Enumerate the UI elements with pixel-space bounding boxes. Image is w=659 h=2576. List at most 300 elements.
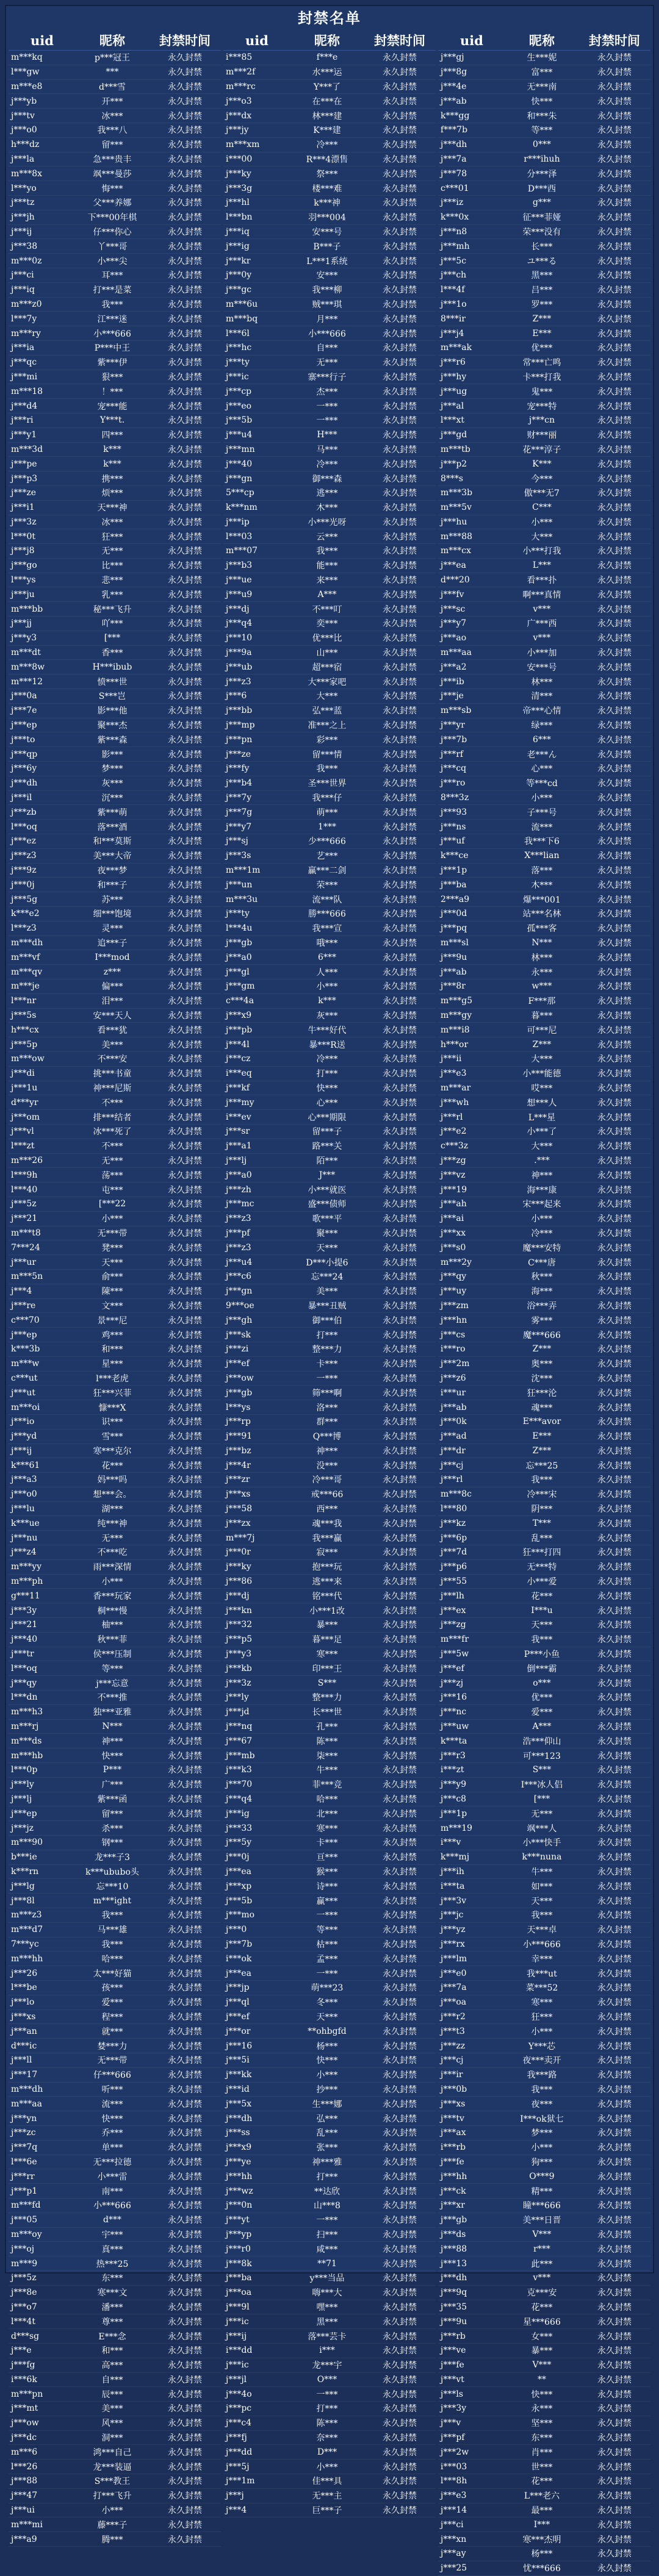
header-nickname: 昵称 <box>314 33 340 48</box>
row-nickname: 小***1改 <box>309 1606 345 1616</box>
table-row <box>438 1357 650 1372</box>
row-uid: j***xx <box>441 1228 466 1238</box>
row-uid: j***ai <box>441 1214 464 1224</box>
row-ban-time: 永久封禁 <box>383 1533 417 1544</box>
row-nickname: Y***芯 <box>528 2041 556 2052</box>
row-nickname: 牛*** <box>316 1766 338 1776</box>
row-uid: j***p5 <box>226 1634 253 1645</box>
row-ban-time: 永久封禁 <box>168 474 202 484</box>
row-uid: j***ab <box>441 967 467 977</box>
row-nickname: 天*** <box>316 1243 338 1253</box>
row-uid: j***uy <box>441 1286 467 1297</box>
row-nickname: 羽***004 <box>308 213 346 223</box>
table-row <box>223 1400 436 1415</box>
table-row <box>9 109 221 123</box>
row-nickname: 柚*** <box>101 1620 123 1631</box>
row-ban-time: 永久封禁 <box>383 807 417 818</box>
row-nickname: 群*** <box>316 1417 338 1428</box>
row-nickname: 比*** <box>101 561 123 571</box>
table-row <box>223 399 436 413</box>
row-uid: j***ah <box>441 1199 467 1209</box>
table-row <box>438 674 650 689</box>
row-nickname: I***u <box>531 1605 553 1615</box>
row-uid: m***aa <box>441 648 472 658</box>
row-ban-time: 永久封禁 <box>597 1693 632 1703</box>
row-nickname: 星***666 <box>523 2317 561 2327</box>
row-uid: j***6p <box>441 1533 467 1543</box>
row-nickname: 等*** <box>316 1925 338 1936</box>
row-nickname: 寂*** <box>316 1548 338 1558</box>
row-uid: j***kb <box>226 1663 252 1673</box>
row-nickname: 扫*** <box>316 2230 338 2240</box>
row-uid: j***mp <box>226 720 255 731</box>
row-nickname: 美*** <box>101 2404 123 2414</box>
row-uid: l***6e <box>11 2156 37 2167</box>
row-ban-time: 永久封禁 <box>383 431 417 441</box>
row-uid: j***17 <box>11 2070 38 2080</box>
row-uid: j***jh <box>11 212 35 223</box>
table-row <box>223 1487 436 1502</box>
table-row <box>223 2489 436 2503</box>
table-row <box>9 1037 221 1052</box>
row-uid: m***vf <box>11 952 40 962</box>
row-ban-time: 永久封禁 <box>597 1939 632 1950</box>
row-uid: j***rp <box>226 1417 251 1427</box>
table-row <box>438 413 650 428</box>
table-row <box>438 1473 650 1487</box>
table-row <box>438 965 650 979</box>
header-ban-time: 封禁时间 <box>374 33 425 48</box>
row-ban-time: 永久封禁 <box>597 619 632 629</box>
row-uid: j***lh <box>441 1590 464 1601</box>
row-uid: j***zh <box>226 1184 251 1195</box>
row-ban-time: 永久封禁 <box>597 1751 632 1761</box>
row-nickname: 小***雷 <box>97 2172 128 2182</box>
table-row <box>438 573 650 588</box>
row-ban-time: 永久封禁 <box>597 169 632 179</box>
row-ban-time: 永久封禁 <box>168 2056 202 2066</box>
row-uid: j***21 <box>11 1214 38 1224</box>
table-row <box>9 1240 221 1255</box>
row-nickname: k***nuna <box>522 1852 562 1862</box>
row-uid: j***jy <box>226 125 249 135</box>
row-nickname: 打*** <box>316 2404 338 2414</box>
row-ban-time: 永久封禁 <box>383 1025 417 1036</box>
row-uid: j***5y <box>226 1837 252 1848</box>
row-uid: l***ys <box>11 575 36 585</box>
table-row <box>438 1429 650 1444</box>
row-ban-time: 永久封禁 <box>597 2389 632 2400</box>
row-nickname: 小***666 <box>523 1939 561 1950</box>
row-uid: j***iz <box>441 198 464 208</box>
row-ban-time: 永久封禁 <box>597 1838 632 1848</box>
row-ban-time: 永久封禁 <box>597 2447 632 2458</box>
row-nickname: 狂***兴菲 <box>93 1388 132 1398</box>
row-uid: j***il <box>11 793 32 803</box>
table-row <box>9 2184 221 2199</box>
row-ban-time: 永久封禁 <box>383 445 417 455</box>
table-row <box>438 704 650 718</box>
row-ban-time: 永久封禁 <box>383 1939 417 1950</box>
row-ban-time: 永久封禁 <box>168 2099 202 2109</box>
table-row <box>9 1052 221 1067</box>
row-ban-time: 永久封禁 <box>383 576 417 586</box>
row-ban-time: 永久封禁 <box>168 924 202 934</box>
row-uid: j***a3 <box>11 1475 37 1485</box>
table-row <box>438 878 650 892</box>
row-ban-time: 永久封禁 <box>383 1083 417 1093</box>
row-nickname: I*** <box>533 2519 550 2530</box>
row-nickname: 安***号 <box>312 227 342 237</box>
table-row <box>438 2561 650 2576</box>
table-row <box>9 689 221 704</box>
row-uid: j***pc <box>226 2403 252 2414</box>
row-nickname: 我***仔 <box>312 793 342 804</box>
row-uid: j***ij <box>11 226 32 237</box>
table-row <box>223 1255 436 1270</box>
row-uid: j***yd <box>11 1431 37 1442</box>
row-ban-time: 永久封禁 <box>383 2288 417 2299</box>
header-nickname: 昵称 <box>99 33 125 48</box>
row-nickname: 杨*** <box>531 2549 553 2560</box>
row-ban-time: 永久封禁 <box>168 1446 202 1456</box>
row-ban-time: 永久封禁 <box>383 2244 417 2255</box>
table-row <box>223 1458 436 1473</box>
row-uid: h***dz <box>11 140 40 150</box>
table-row <box>223 298 436 312</box>
row-uid: j***3v <box>441 1895 467 1906</box>
row-uid: m***7j <box>226 1533 255 1543</box>
table-row <box>9 225 221 240</box>
row-nickname: 我*** <box>316 546 338 557</box>
row-nickname: 无*** <box>101 1156 123 1166</box>
row-ban-time: 永久封禁 <box>383 1998 417 2008</box>
table-row <box>9 994 221 1009</box>
table-row <box>223 2474 436 2489</box>
row-nickname: [*** <box>104 633 121 643</box>
row-nickname: 小*** <box>316 2462 338 2472</box>
row-nickname: 小*** <box>101 1214 123 1225</box>
row-ban-time: 永久封禁 <box>168 1345 202 1355</box>
row-ban-time: 永久封禁 <box>383 1388 417 1398</box>
row-nickname: k*** <box>318 996 336 1006</box>
row-nickname: 楼***难 <box>312 184 342 194</box>
row-ban-time: 永久封禁 <box>168 459 202 470</box>
row-nickname: O***9 <box>529 2171 555 2181</box>
table-row <box>223 1429 436 1444</box>
row-uid: j***ic <box>226 2316 249 2327</box>
table-row <box>438 1778 650 1792</box>
row-nickname: 克***安 <box>527 2288 557 2299</box>
row-ban-time: 永久封禁 <box>168 227 202 237</box>
row-ban-time: 永久封禁 <box>168 1272 202 1283</box>
row-uid: j***sk <box>226 1329 251 1340</box>
row-uid: j***gh <box>226 1315 253 1325</box>
table-row <box>9 312 221 326</box>
row-ban-time: 永久封禁 <box>597 1896 632 1906</box>
row-nickname: 文*** <box>101 1301 123 1311</box>
row-ban-time: 永久封禁 <box>383 2084 417 2095</box>
table-row <box>9 51 221 65</box>
row-uid: k***e2 <box>11 909 40 919</box>
table-row <box>9 1444 221 1459</box>
row-ban-time: 永久封禁 <box>597 634 632 644</box>
row-ban-time: 永久封禁 <box>168 939 202 948</box>
row-ban-time: 永久封禁 <box>168 198 202 209</box>
row-uid: j***2m <box>441 1359 470 1369</box>
row-ban-time: 永久封禁 <box>168 2447 202 2458</box>
table-row <box>223 166 436 181</box>
row-nickname: 北*** <box>316 1809 338 1819</box>
row-ban-time: 永久封禁 <box>383 2186 417 2197</box>
row-ban-time: 永久封禁 <box>597 256 632 267</box>
row-nickname: 山*** <box>316 648 338 659</box>
row-nickname: 6*** <box>533 734 551 745</box>
row-ban-time: 永久封禁 <box>168 2389 202 2400</box>
table-row <box>223 1168 436 1182</box>
row-nickname: 我*** <box>531 1911 553 1921</box>
table-row <box>438 1386 650 1400</box>
table-row <box>223 443 436 457</box>
row-nickname: 冷***哥 <box>312 1475 342 1486</box>
table-row <box>438 1240 650 1255</box>
row-uid: j***e <box>11 2345 32 2356</box>
row-uid: j***kk <box>226 2070 252 2080</box>
row-ban-time: 永久封禁 <box>383 2404 417 2414</box>
table-row <box>9 1792 221 1807</box>
row-uid: j***v <box>441 2418 461 2428</box>
row-ban-time: 永久封禁 <box>168 1823 202 1834</box>
table-row <box>223 950 436 965</box>
row-uid: j***4l <box>226 1039 250 1050</box>
row-nickname: 留***情 <box>312 750 342 760</box>
row-ban-time: 永久封禁 <box>383 604 417 615</box>
row-ban-time: 永久封禁 <box>383 982 417 992</box>
row-uid: j***qp <box>11 749 38 759</box>
table-row <box>223 892 436 907</box>
row-nickname: 杨*** <box>316 2041 338 2052</box>
table-row <box>9 2228 221 2242</box>
row-ban-time: 永久封禁 <box>168 1461 202 1471</box>
row-ban-time: 永久封禁 <box>168 1504 202 1515</box>
row-nickname: 天*** <box>531 1620 553 1631</box>
row-ban-time: 永久封禁 <box>168 807 202 818</box>
row-uid: m***sb <box>441 706 472 716</box>
row-nickname: 暴*** <box>316 1620 338 1631</box>
row-uid: j***i1 <box>11 503 35 513</box>
row-ban-time: 永久封禁 <box>597 837 632 847</box>
row-nickname: 寒***文 <box>97 2288 128 2299</box>
table-row <box>9 1299 221 1314</box>
row-nickname: k***神 <box>314 198 340 209</box>
table-row <box>9 660 221 674</box>
table-row <box>9 2155 221 2170</box>
row-nickname: 在***在 <box>312 96 342 107</box>
row-uid: m***dh <box>11 938 43 948</box>
row-uid: j***gc <box>226 285 252 295</box>
table-row <box>223 1139 436 1154</box>
row-ban-time: 永久封禁 <box>383 198 417 209</box>
row-ban-time: 永久封禁 <box>168 909 202 920</box>
row-uid: i***dd <box>226 2345 253 2356</box>
row-ban-time: 永久封禁 <box>168 1330 202 1340</box>
row-uid: m***pn <box>11 2389 43 2399</box>
row-ban-time: 永久封禁 <box>168 2114 202 2124</box>
row-nickname: 一*** <box>316 2216 338 2226</box>
row-nickname: 潘*** <box>101 2302 123 2313</box>
row-uid: j***jp <box>226 1983 250 1993</box>
table-row <box>9 181 221 196</box>
table-row <box>223 2431 436 2445</box>
table-row <box>438 979 650 994</box>
ban-list-column-2 <box>223 30 436 2576</box>
row-nickname: 流*** <box>531 822 553 832</box>
row-nickname: 山***8 <box>314 2201 340 2211</box>
row-uid: j***lj <box>11 1794 32 1805</box>
table-row <box>9 1342 221 1357</box>
row-nickname: 冰*** <box>101 517 123 528</box>
row-ban-time: 永久封禁 <box>383 242 417 252</box>
row-nickname: 咸*** <box>316 2244 338 2255</box>
table-row <box>9 587 221 602</box>
row-nickname: 浴***弄 <box>527 1301 557 1311</box>
table-row <box>9 2373 221 2388</box>
row-ban-time: 永久封禁 <box>383 648 417 659</box>
table-row <box>438 1806 650 1821</box>
row-nickname: S***岂 <box>98 692 126 702</box>
row-ban-time: 永久封禁 <box>168 2143 202 2153</box>
row-ban-time: 永久封禁 <box>168 488 202 499</box>
table-row <box>438 94 650 109</box>
table-row <box>9 1952 221 1966</box>
table-row <box>223 1908 436 1923</box>
row-uid: m***mi <box>11 2519 43 2530</box>
row-nickname: 没*** <box>316 1461 338 1471</box>
row-nickname: 整***力 <box>312 1693 342 1703</box>
row-nickname: 安***号 <box>527 662 557 673</box>
row-ban-time: 永久封禁 <box>168 634 202 644</box>
row-ban-time: 永久封禁 <box>597 2201 632 2211</box>
row-uid: j***19 <box>441 1184 467 1195</box>
row-uid: j***0y <box>226 270 252 281</box>
row-nickname: 冰***死了 <box>93 1127 132 1137</box>
row-uid: m***aa <box>11 2098 42 2109</box>
row-nickname: 紫***伊 <box>97 358 128 368</box>
row-ban-time: 永久封禁 <box>168 1185 202 1195</box>
row-nickname: 小*** <box>101 1577 123 1587</box>
row-uid: i***ev <box>226 1112 251 1122</box>
row-nickname: 排***结者 <box>93 1112 132 1123</box>
row-uid: 7***yc <box>11 1939 39 1949</box>
row-ban-time: 永久封禁 <box>168 1040 202 1050</box>
table-row <box>438 2228 650 2242</box>
row-uid: j***4 <box>226 2505 247 2516</box>
table-row <box>223 1836 436 1850</box>
row-ban-time: 永久封禁 <box>383 1722 417 1733</box>
table-row <box>9 65 221 80</box>
row-uid: l***40 <box>11 1184 38 1195</box>
row-ban-time: 永久封禁 <box>597 2520 632 2530</box>
row-nickname: 不***推 <box>97 1693 128 1703</box>
row-nickname: 小*** <box>316 982 338 992</box>
table-row <box>223 1560 436 1575</box>
row-ban-time: 永久封禁 <box>168 517 202 528</box>
table-row <box>223 573 436 588</box>
row-uid: j***p3 <box>11 473 38 484</box>
row-nickname: 黑*** <box>316 2317 338 2327</box>
row-nickname: 安***天人 <box>93 1011 132 1021</box>
row-uid: j***ip <box>226 517 250 527</box>
row-nickname: 爱*** <box>531 1708 553 1718</box>
row-ban-time: 永久封禁 <box>168 1258 202 1268</box>
row-uid: j***ia <box>11 343 35 353</box>
row-nickname: 冷***宋 <box>527 1490 557 1500</box>
row-ban-time: 永久封禁 <box>597 1069 632 1079</box>
row-ban-time: 永久封禁 <box>168 184 202 194</box>
table-row <box>223 617 436 631</box>
table-row <box>223 544 436 559</box>
table-row <box>9 704 221 718</box>
row-ban-time: 永久封禁 <box>383 634 417 644</box>
row-uid: j***2w <box>441 2447 469 2457</box>
row-uid: j***mo <box>226 1910 255 1920</box>
row-nickname: 菲***竞 <box>312 1780 342 1791</box>
table-row <box>223 1676 436 1690</box>
table-row <box>438 1647 650 1662</box>
table-row <box>223 718 436 733</box>
row-ban-time: 永久封禁 <box>597 1083 632 1093</box>
table-row <box>9 471 221 486</box>
table-row <box>438 1212 650 1226</box>
row-ban-time: 永久封禁 <box>168 1736 202 1747</box>
row-ban-time: 永久封禁 <box>597 1025 632 1036</box>
row-ban-time: 永久封禁 <box>383 2506 417 2516</box>
row-uid: j***fy <box>226 764 250 774</box>
row-uid: m***gy <box>441 1010 472 1020</box>
row-nickname: 寨***行子 <box>308 372 347 382</box>
table-row <box>438 732 650 747</box>
row-nickname: 猴*** <box>316 1867 338 1877</box>
row-uid: j***c6 <box>226 1272 252 1282</box>
row-ban-time: 永久封禁 <box>168 1388 202 1398</box>
row-uid: j***ea <box>226 1968 251 1978</box>
table-row <box>438 950 650 965</box>
row-uid: j***jj <box>11 618 32 629</box>
row-uid: j***ow <box>11 2418 39 2428</box>
table-row <box>438 1589 650 1603</box>
row-nickname: 桐***慢 <box>97 1606 128 1616</box>
table-row <box>9 1850 221 1865</box>
row-ban-time: 永久封禁 <box>168 590 202 600</box>
table-row <box>438 834 650 849</box>
table-row <box>223 587 436 602</box>
row-uid: j***zb <box>11 807 37 817</box>
row-uid: l***6l <box>226 328 250 338</box>
row-nickname: 嘿*** <box>316 2302 338 2313</box>
row-nickname: 抄*** <box>316 2084 338 2095</box>
row-ban-time: 永久封禁 <box>168 285 202 296</box>
table-row <box>438 646 650 660</box>
row-ban-time: 永久封禁 <box>168 532 202 542</box>
row-ban-time: 永久封禁 <box>168 154 202 165</box>
row-nickname: 萌***23 <box>311 1983 344 1994</box>
row-ban-time: 永久封禁 <box>597 1156 632 1166</box>
table-row <box>9 892 221 907</box>
table-row <box>438 1502 650 1517</box>
row-nickname: 不*** <box>101 1098 123 1108</box>
row-uid: j***ic <box>226 371 249 382</box>
row-ban-time: 永久封禁 <box>597 1969 632 1979</box>
